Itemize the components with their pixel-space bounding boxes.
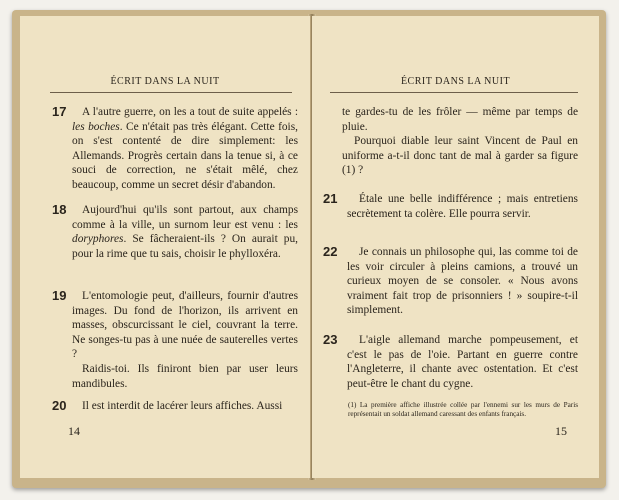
page-number-left: 14 xyxy=(68,424,80,438)
entry-text: te gardes-tu de les frôler — même par temps de pluie. xyxy=(342,106,578,133)
entry-21 xyxy=(323,191,578,221)
entry-text: . Ce n'était pas très élégant. Cette fois, on s'est contenté de dire simplement: les Allemands. Progrès certain dans la tenue si, à ce souci de correction, ne s'était mêlé, chez beaucoup, comme un secret désir d'abandon. xyxy=(72,120,299,191)
entry-number: 20 xyxy=(52,398,67,413)
entry-number: 18 xyxy=(52,202,67,217)
entry-23 xyxy=(323,332,578,391)
entry-text-italic: doryphores xyxy=(72,233,124,246)
right-page xyxy=(312,16,599,478)
entry-text: Raidis-toi. Ils finiront bien par user leurs mandibules. xyxy=(72,362,298,390)
entry-text: . Se fâcheraient-ils ? On aurait pu, pour la rime que tu sais, choisir le phylloxéra. xyxy=(72,233,298,260)
entry-17 xyxy=(52,104,299,193)
entry-text: Pourquoi diable leur saint Vincent de Paul en uniforme a-t-il donc tant de mal à garder sa figure (1) ? xyxy=(342,135,578,177)
running-head-right: ÉCRIT DANS LA NUIT xyxy=(400,76,511,87)
entry-number: 23 xyxy=(323,332,338,347)
entry-text: L'entomologie peut, d'ailleurs, fournir d'autres images. Du fond de l'horizon, ils arrivent en masses, obscurcissant le ciel, couvrant la terre. Ne songes-tu pas à une nuée de sauterelles vertes ? xyxy=(72,290,298,361)
entry-20 xyxy=(52,398,298,414)
open-book xyxy=(12,10,606,488)
footnote: (1) La première affiche illustrée collée par l'ennemi sur les murs de Paris représentait un soldat allemand caressant des enfants français. xyxy=(348,401,578,418)
entry-22 xyxy=(323,244,578,318)
entry-text-italic: les boches xyxy=(72,120,120,133)
entry-text: A l'autre guerre, on les a tout de suite appelés : xyxy=(82,106,298,118)
entry-number: 21 xyxy=(323,191,338,206)
entry-18 xyxy=(52,202,298,261)
entry-text: Étale une belle indifférence ; mais entretiens secrètement ta colère. Elle pourra servir. xyxy=(347,193,578,220)
running-head-left: ÉCRIT DANS LA NUIT xyxy=(110,76,220,87)
entry-text: L'aigle allemand marche pompeusement, et c'est le pas de l'oie. Partant en guerre contre l'Angleterre, il chante avec ostentation. Et c'est peut-être le chant du cygne. xyxy=(347,334,578,390)
entry-number: 19 xyxy=(52,288,67,303)
entry-text: Je connais un philosophe qui, las comme toi de les voir circuler à pleins camions, a trouvé un curieux moyen de se consoler. « Nous avons vraiment fait trop de prisonniers ! » soupire-t-il simplement. xyxy=(347,246,578,317)
header-rule-left xyxy=(50,92,292,93)
entry-number: 22 xyxy=(323,244,338,259)
left-page xyxy=(20,16,311,478)
entry-number: 17 xyxy=(52,104,67,119)
entry-text: Il est interdit de lacérer leurs affiches. Aussi xyxy=(82,400,283,412)
entry-text: Aujourd'hui qu'ils sont partout, aux champs comme à la ville, un surnom leur est venu : les xyxy=(72,204,298,231)
page-number-right: 15 xyxy=(555,424,567,438)
header-rule-right xyxy=(330,92,578,93)
entry-20-continuation xyxy=(342,105,578,178)
entry-19 xyxy=(52,288,298,391)
